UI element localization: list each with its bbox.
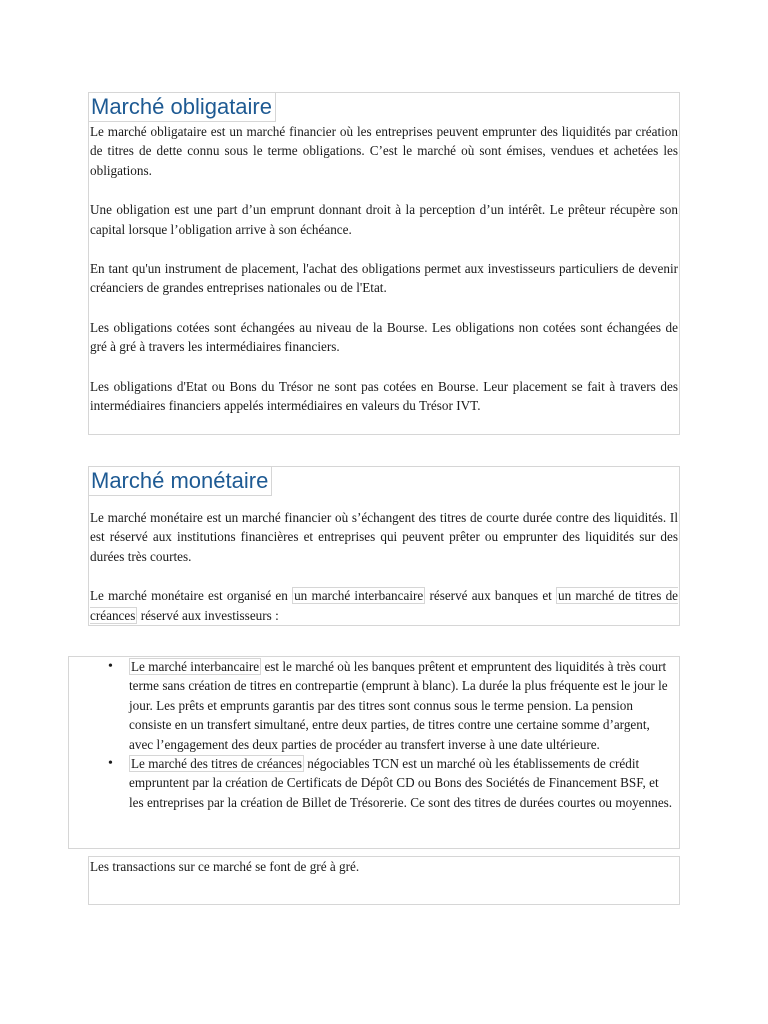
list-item: [108, 657, 679, 754]
text: réservé aux banques et: [425, 588, 557, 604]
heading-marche-monetaire: Marché monétaire: [88, 466, 272, 496]
link-marche-interbancaire[interactable]: Le marché interbancaire: [131, 659, 260, 674]
paragraph: Une obligation est une part d’un emprunt donnant droit à la perception d’un intérêt. Le prêteur récupère son capital lorsque l’obligation arrive à son échéance.: [90, 202, 678, 237]
list-item: [108, 754, 679, 812]
text: Le marché monétaire est organisé en: [90, 588, 293, 604]
paragraph: Les obligations cotées sont échangées au niveau de la Bourse. Les obligations non cotées sont échangées de gré à gré à travers les intermédiaires financiers.: [90, 319, 678, 355]
paragraph: Les obligations d'Etat ou Bons du Trésor ne sont pas cotées en Bourse. Leur placement se fait à travers des intermédiaires financiers appelés intermédiaires en valeurs du Trésor IVT.: [90, 378, 678, 414]
paragraph: Le marché obligataire est un marché financier où les entreprises peuvent emprunter des liquidités par création de titres de dette connu sous le terme obligations. C’est le marché où sont émises, vendues et achetées les obligations.: [90, 124, 678, 178]
link-marche-interbancaire[interactable]: un marché interbancaire: [294, 588, 424, 604]
paragraph: Le marché monétaire est un marché financier où s’échangent des titres de courte durée contre des liquidités. Il est réservé aux institutions financières et entreprises qui peuvent prêter ou emprunter des liquidités sur des durées très courtes.: [90, 510, 678, 564]
paragraph: En tant qu'un instrument de placement, l'achat des obligations permet aux investisseurs particuliers de devenir créanciers de grandes entreprises nationales ou de l'Etat.: [90, 261, 678, 296]
text: réservé aux investisseurs :: [137, 607, 279, 623]
paragraph-organisation: [89, 586, 679, 625]
bullet-list: [69, 657, 679, 812]
section-marche-obligataire: [88, 92, 680, 435]
section-bullets: [68, 656, 680, 849]
list-item-text: négociables TCN est un marché où les établissements de crédit empruntent par la création de Certificats de Dépôt CD ou Bons des Sociétés de Financement BSF, et les entreprises par la création de Billet de Trésorerie. Ce sont des titres de durées courtes ou moyennes.: [129, 756, 673, 810]
list-item-text: est le marché où les banques prêtent et empruntent des liquidités à très court terme sans création de titres en contrepartie (emprunt à blanc). La durée la plus fréquente est le jour le jour. Les prêts et emprunts garantis par des titres sont connus sous le terme pension. La pension consiste en un transfert simultané, entre deux parties, de titres contre une certaine somme d’argent, avec l’engagement des deux parties de procéder au transfert inverse à une date ultérieure.: [129, 659, 668, 752]
section-closing: [88, 856, 680, 905]
section-marche-monetaire: [88, 466, 680, 626]
heading-marche-obligataire: Marché obligataire: [88, 92, 276, 122]
bullet-icon: •: [108, 659, 113, 674]
bullet-icon: •: [108, 756, 113, 772]
link-marche-titres-creances[interactable]: un marché de titres de créances: [90, 588, 679, 623]
link-marche-titres-creances[interactable]: Le marché des titres de créances: [131, 756, 302, 772]
paragraph: Les transactions sur ce marché se font de gré à gré.: [90, 859, 360, 874]
